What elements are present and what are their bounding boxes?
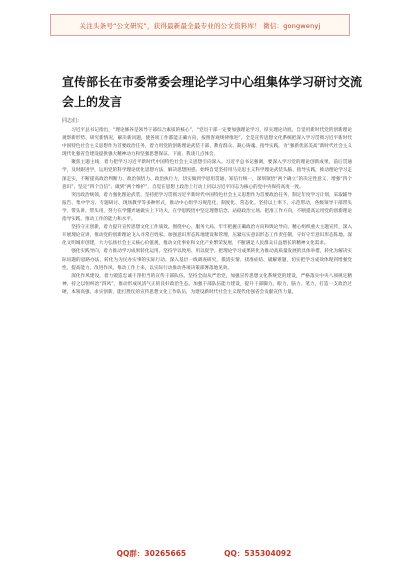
qq-contact-number: QQ：535304092 xyxy=(224,549,292,558)
document-title: 宣传部长在市委常委会理论学习中心组集体学习研讨交流会上的发言 xyxy=(62,75,363,109)
document-greeting: 同志们： xyxy=(62,118,83,124)
paragraph: 习近平总书记指出，“理论修养是领导干部综合素质的核心”，“党员干部一定要加强理论学习，厚实理论功底，自觉用新时代党的创新理论观察新形势、研究新情况，解决新问题，使各项工作都能正确方向，按照客观规律推进”。全是宣传思想文化系统把深入学习贯彻习近平新时代中国特色社会主义思想作为首要政治任务，着力用党的创新理论武装干部、教育群众、凝心铸魂、指导实践，为“强新优富美高”新时代社会主义现代化强省会建设提供强大精神动力和坚强思想保证。下面，我谈几点体会。 xyxy=(62,128,352,158)
paragraph: 突出政治统领，着力强化理论武装。坚持把学习贯彻习近平新时代中国特色社会主义思想作为首要政治任务，制定年度学习计划，采取辅导报告、集中学习、专题研讨、现场教学等多种形式，推动中心组学习规范化、制度化、常态化。坚持以上率下、示范带动，各级领导干部带头学、带头讲、带头用，努力在学懂弄通做实上下功夫，在学思践悟中坚定理想信念、站稳政治立场、把准工作方向，不断提高运用党的创新理论指导实践、推动工作的能力和水平。 xyxy=(62,192,352,223)
promo-banner-text: 关注头条号“公文研究”，获得最新最全最专业的公文资料库！ 微信：gongwenyj xyxy=(79,21,321,30)
qq-group-number: QQ群：30265665 xyxy=(116,549,187,558)
contact-footer xyxy=(0,548,408,559)
paragraph: 聚焦主题主线，着力把学习习近平新时代中国特色社会主义思想引向深入。习近平总书记强调，要深入学习党的理论创新成果，前后贯通学，及时跟进学，运用党的科学理论优化思想方法，解决思想困惑。始终自觉坚持用马克思主义科学理论武装头脑、指导实践，推动理论学习走深走实，不断提高政治判断力、政治领悟力、政治执行力，切实做到学思用贯通、知信行统一，深刻领悟“两个确立”的决定性意义，增强“四个意识”、坚定“四个自信”、做到“两个维护”，自觉在思想上政治上行动上同以习近平同志为核心的党中央保持高度一致。 xyxy=(62,160,352,190)
paragraph: 深化作风建设，着力锻造忠诚干净担当的宣传干部队伍。坚持全面从严治党，加强宣传思想文化系统党的建设，严格落实中央八项规定精神，持之以恒纠治“四风”，推动形成风清气正的良好政治生态。加强干部队伍能力建设，提升干部脚力、眼力、脑力、笔力，打造一支政治过硬、本领高强、求实创新、能打胜仗的宣传思想文化工作队伍，为建设新时代社会主义现代化强省会贡献宣传力量。 xyxy=(62,273,352,295)
paragraph: 强化实践导向，着力推动学习成果转化运用。坚持学以致用、用以促学，把理论学习成果转化为推动高质量发展的具体举措，转化为解决实际问题的思路办法，转化为为民办实事的实际行动。深入基层一线调查研究，摸清实情、找准症结、破解难题，切实把学习成效体现到增强党性、提高能力、改进作风、推动工作上来，以实际行动推动各项决策部署落地见效。 xyxy=(62,249,352,271)
paragraph: 坚持守正创新，着力提升宣传思想文化工作质效。围绕中心、服务大局，牢牢把握正确政治方向和舆论导向，精心组织重大主题宣传，深入开展理论宣讲，推动党的创新理论飞入寻常百姓家。加强意识形态阵地建设和管理，压紧压实意识形态工作责任制，守好守牢意识形态阵地。深化文明城市创建，大力弘扬社会主义核心价值观，推动文化事业和文化产业繁荣发展，不断满足人民群众日益增长的精神文化需求。 xyxy=(62,225,352,247)
document-body xyxy=(62,127,352,297)
promo-banner xyxy=(50,14,350,36)
